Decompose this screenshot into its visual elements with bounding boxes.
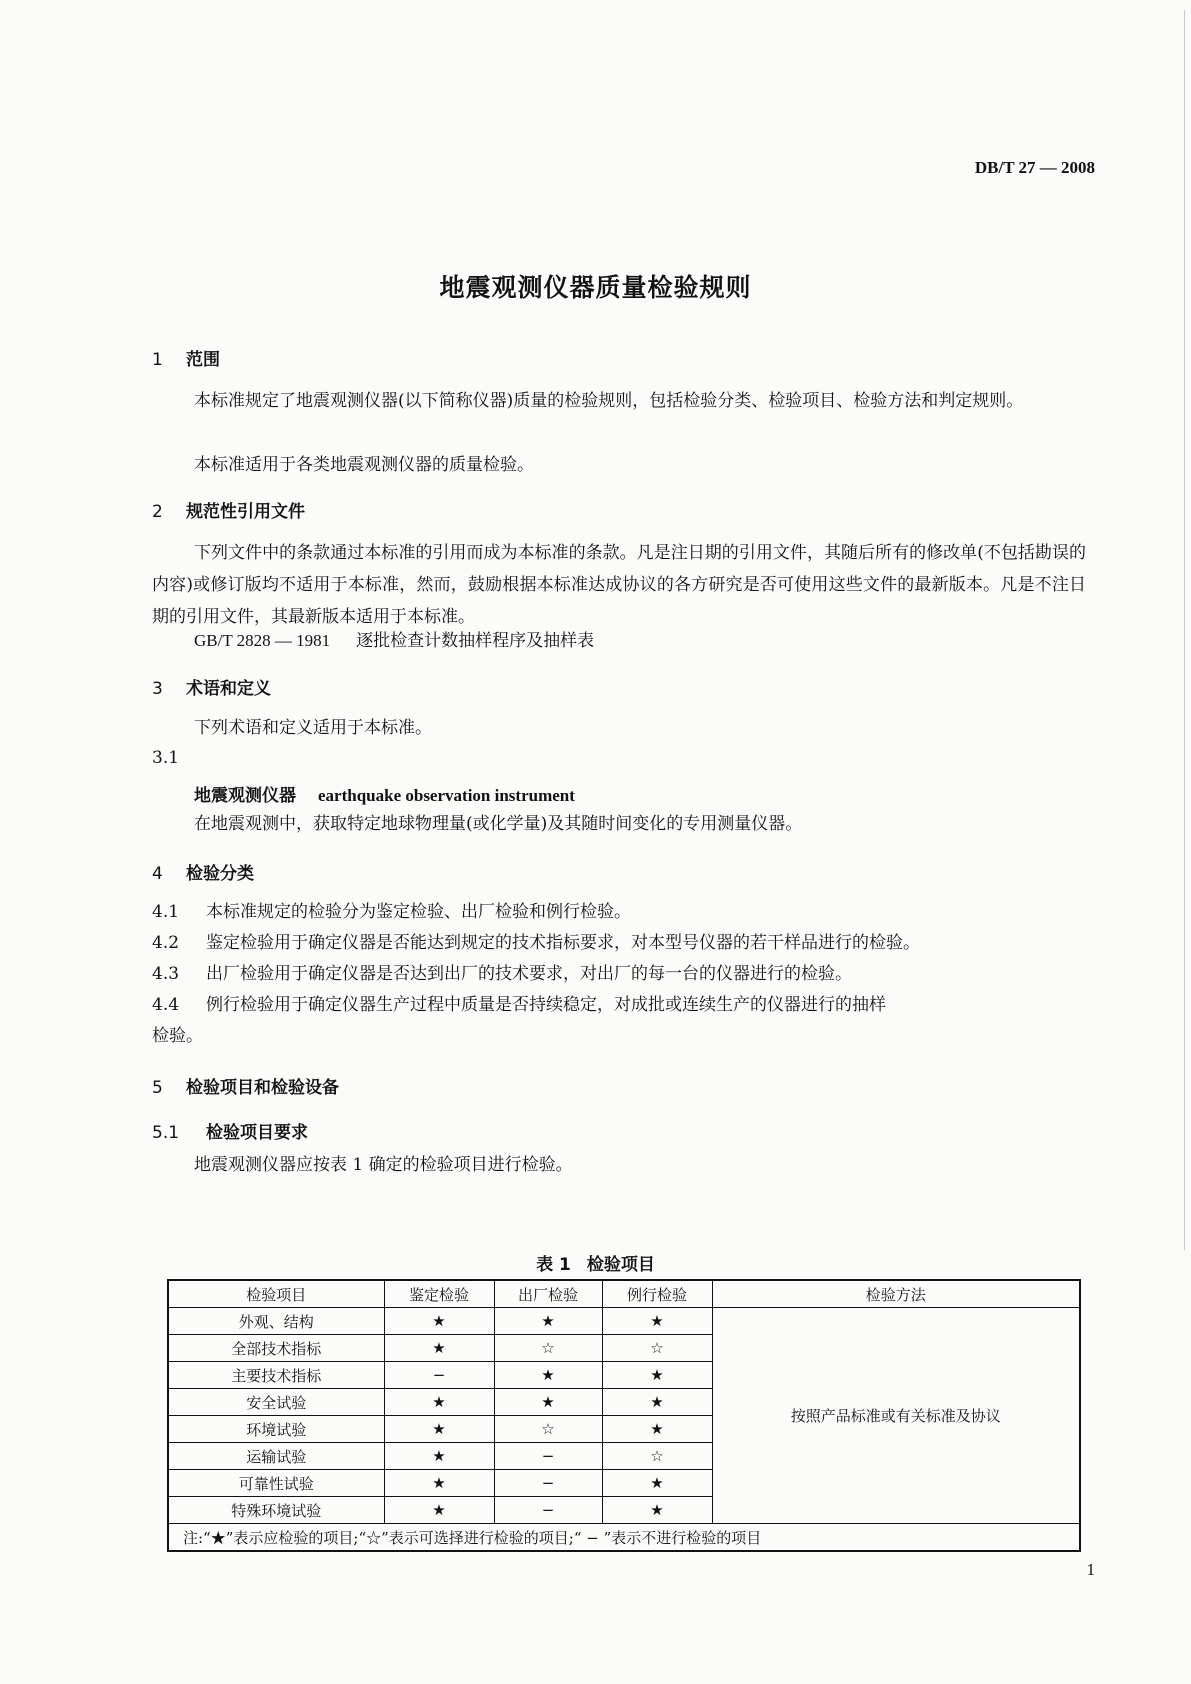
standard-code: DB/T 27 — 2008 [974,158,1095,177]
section-number: 1 [152,350,163,370]
subsection-number: 5.1 [152,1123,180,1143]
table-row [168,1308,1080,1335]
term-heading [194,781,575,806]
mark-cell: − [494,1443,602,1470]
column-header: 例行检验 [602,1280,712,1308]
mark-cell: ☆ [494,1335,602,1362]
term-definition: 在地震观测中，获取特定地球物理量(或化学量)及其随时间变化的专用测量仪器。 [194,814,803,834]
mark-cell: ★ [602,1389,712,1416]
table-caption [0,1250,1191,1275]
section-3-heading [152,674,271,699]
section-number: 3 [152,679,163,699]
mark-cell: ★ [384,1335,494,1362]
item-name-cell: 安全试验 [168,1389,384,1416]
mark-cell: ★ [384,1416,494,1443]
item-name-cell: 运输试验 [168,1443,384,1470]
mark-cell: ★ [602,1497,712,1524]
section-1-paragraph-2: 本标准适用于各类地震观测仪器的质量检验。 [194,455,534,475]
clause-number: 4.1 [152,902,180,922]
mark-cell: ★ [384,1389,494,1416]
term-number: 3.1 [152,748,180,768]
subsection-5-1-paragraph: 地震观测仪器应按表 1 确定的检验项目进行检验。 [194,1155,573,1175]
section-title: 范围 [186,350,220,370]
column-header: 鉴定检验 [384,1280,494,1308]
reference-code: GB/T 2828 — 1981 [194,631,331,650]
clause-number: 4.4 [152,995,180,1015]
section-4-heading [152,859,254,884]
item-name-cell: 外观、结构 [168,1308,384,1335]
section-title: 检验分类 [186,864,254,884]
subsection-5-1-heading [152,1118,308,1143]
clause-4-4 [152,990,886,1015]
term-chinese: 地震观测仪器 [194,786,296,806]
section-number: 5 [152,1078,163,1098]
page-edge-line [1184,10,1185,1250]
mark-cell: − [494,1470,602,1497]
clause-text: 例行检验用于确定仪器生产过程中质量是否持续稳定，对成批或连续生产的仪器进行的抽样 [206,995,886,1015]
mark-cell: ☆ [602,1335,712,1362]
table-note-row [168,1524,1080,1552]
term-english: earthquake observation instrument [318,786,575,805]
mark-cell: ★ [602,1416,712,1443]
clause-text: 出厂检验用于确定仪器是否达到出厂的技术要求，对出厂的每一台的仪器进行的检验。 [206,964,852,984]
clause-text: 本标准规定的检验分为鉴定检验、出厂检验和例行检验。 [206,902,631,922]
section-2-paragraph-1: 下列文件中的条款通过本标准的引用而成为本标准的条款。凡是注日期的引用文件，其随后所有的修改单(不包括勘误的内容)或修订版均不适用于本标准，然而，鼓励根据本标准达成协议的各方研究是否可使用这些文件的最新版本。凡是不注日期的引用文件，其最新版本适用于本标准。 [152,543,1086,627]
method-cell: 按照产品标准或有关标准及协议 [712,1308,1080,1524]
section-3-paragraph-1: 下列术语和定义适用于本标准。 [194,718,432,738]
item-name-cell: 环境试验 [168,1416,384,1443]
section-title: 检验项目和检验设备 [186,1078,339,1098]
mark-cell: ★ [494,1308,602,1335]
mark-cell: − [384,1362,494,1389]
clause-4-1 [152,897,631,922]
mark-cell: ☆ [602,1443,712,1470]
column-header: 出厂检验 [494,1280,602,1308]
inspection-items-table [167,1279,1081,1552]
item-name-cell: 全部技术指标 [168,1335,384,1362]
section-number: 4 [152,864,163,884]
section-5-heading [152,1073,339,1098]
clause-4-4-continuation: 检验。 [152,1026,203,1046]
section-title: 术语和定义 [186,679,271,699]
section-number: 2 [152,502,163,522]
mark-cell: ★ [602,1362,712,1389]
section-1-heading [152,345,220,370]
subsection-title: 检验项目要求 [206,1123,308,1143]
section-1-paragraph-1: 本标准规定了地震观测仪器(以下简称仪器)质量的检验规则，包括检验分类、检验项目、检验方法和判定规则。 [194,391,1024,411]
mark-cell: ★ [494,1362,602,1389]
normative-reference [194,626,594,651]
clause-text: 鉴定检验用于确定仪器是否能达到规定的技术指标要求，对本型号仪器的若干样品进行的检验。 [206,933,920,953]
mark-cell: ★ [384,1443,494,1470]
clause-4-3 [152,959,852,984]
mark-cell: ★ [384,1470,494,1497]
page-number: 1 [1086,1560,1095,1579]
mark-cell: ★ [384,1308,494,1335]
item-name-cell: 主要技术指标 [168,1362,384,1389]
mark-cell: ★ [602,1470,712,1497]
clause-number: 4.2 [152,933,180,953]
clause-number: 4.3 [152,964,180,984]
mark-cell: ★ [494,1389,602,1416]
table-caption-title: 检验项目 [586,1255,655,1275]
table-caption-number: 表 1 [536,1255,571,1275]
item-name-cell: 特殊环境试验 [168,1497,384,1524]
mark-cell: ☆ [494,1416,602,1443]
clause-4-2 [152,928,920,953]
section-title: 规范性引用文件 [186,502,305,522]
mark-cell: ★ [384,1497,494,1524]
reference-title: 逐批检查计数抽样程序及抽样表 [356,631,595,651]
section-2-heading [152,497,305,522]
item-name-cell: 可靠性试验 [168,1470,384,1497]
column-header: 检验项目 [168,1280,384,1308]
table-header-row [168,1280,1080,1308]
column-header: 检验方法 [712,1280,1080,1308]
mark-cell: ★ [602,1308,712,1335]
mark-cell: − [494,1497,602,1524]
document-title: 地震观测仪器质量检验规则 [439,273,752,302]
table-note: 注:“★”表示应检验的项目;“☆”表示可选择进行检验的项目;“ − ”表示不进行检验的项目 [168,1524,1080,1552]
